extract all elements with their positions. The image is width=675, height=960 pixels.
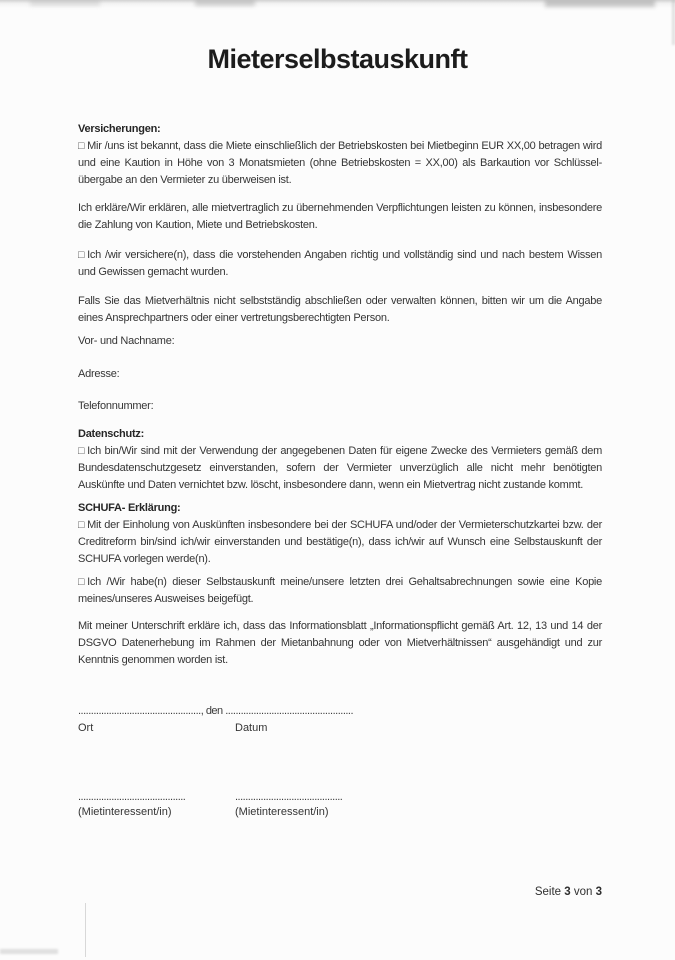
paragraph-datenschutz (78, 443, 602, 495)
checkbox-icon: □ (78, 248, 85, 261)
date-signature-line: .................................................. (225, 705, 354, 717)
footer-seite-label: Seite (534, 886, 565, 898)
scan-line-artifact (85, 903, 86, 957)
signature-line-2: .......................................... (235, 791, 343, 803)
paragraph-text: Mit meiner Unterschrift erkläre ich, dass das Informationsblatt „Informationspflicht gemäß Art. 12, 13 und 14 der DSGVO Datenerhebung im Rahmen der Mietanbahnung oder von Mietverhältnissen“ ausgehändigt und zur Kenntnis genommen worden ist. (78, 620, 602, 667)
checkbox-icon: □ (78, 518, 85, 531)
paragraph-text: Ich /wir versichere(n), dass die vorstehenden Angaben richtig und vollständig sind und nach bestem Wissen und Gewissen gemacht wurden. (78, 249, 602, 279)
paragraph-text: Mit der Einholung von Auskünften insbesondere bei der SCHUFA und/oder der Vermieterschutzkartei bzw. der Creditreform bin/sind ich/wir einverstanden und bestätige(n), dass ich/wir auf Wunsch eine Selbstauskunft der SCHUFA vorlegen werde(n). (78, 519, 602, 566)
checkbox-icon: □ (78, 139, 85, 152)
paragraph-verpflichtungen (78, 200, 602, 234)
section-heading-versicherungen: Versicherungen: (78, 123, 161, 135)
page-footer (78, 886, 602, 898)
checkbox-icon: □ (78, 444, 85, 457)
footer-page-number: 3 (564, 886, 571, 898)
paragraph-miete-kaution (78, 138, 602, 190)
scan-smudge-artifact (0, 949, 58, 954)
datum-label: Datum (235, 722, 268, 734)
signer-label-1: (Mietinteressent/in) (78, 806, 172, 818)
paragraph-text: Ich bin/Wir sind mit der Verwendung der angegebenen Daten für eigene Zwecke des Vermieters gemäß dem Bundesdatenschutzgesetz einverstanden, sofern der Vermieter unverzüglich alle nicht mehr benötigten Auskünfte und Daten vernichtet bzw. löscht, insbesondere dann, wenn ein Mietvertrag nicht zustande kommt. (78, 445, 602, 492)
paragraph-richtigkeit (78, 247, 602, 281)
paragraph-text: Mir /uns ist bekannt, dass die Miete einschließlich der Betriebskosten bei Mietbeginn EUR XX,00 betragen wird und eine Kaution in Höhe von 3 Monatsmieten (ohne Betriebskosten = XX,00) als Barkaution vor Schlüssel-übergabe an den Vermieter zu überweisen ist. (78, 140, 602, 187)
paragraph-schufa-einholung (78, 517, 602, 569)
paragraph-text: Ich erkläre/Wir erklären, alle mietvertraglich zu übernehmenden Verpflichtungen leisten zu können, insbesondere die Zahlung von Kaution, Miete und Betriebskosten. (78, 202, 602, 232)
ort-label: Ort (78, 722, 94, 734)
den-label: , den (200, 705, 226, 717)
signer-label-2: (Mietinteressent/in) (235, 806, 329, 818)
section-heading-datenschutz: Datenschutz: (78, 428, 145, 440)
checkbox-icon: □ (78, 575, 85, 588)
scan-streak-artifact (195, 0, 255, 6)
place-date-line (78, 705, 602, 717)
paragraph-ansprechpartner (78, 293, 602, 327)
page-title: Mieterselbstauskunft (207, 44, 468, 74)
footer-total-pages: 3 (595, 886, 602, 898)
signature-lines (78, 791, 602, 805)
field-label-phone: Telefonnummer: (78, 400, 154, 412)
field-label-address: Adresse: (78, 368, 120, 380)
paragraph-schufa-unterlagen (78, 574, 602, 608)
place-date-labels (78, 722, 602, 738)
scan-streak-artifact (545, 0, 655, 7)
paragraph-text: Falls Sie das Mietverhältnis nicht selbstständig abschließen oder verwalten können, bitten wir um die Angabe eines Ansprechpartners oder einer vertretungsberechtigten Person. (78, 295, 602, 325)
footer-von-label: von (570, 886, 596, 898)
field-label-name: Vor- und Nachname: (78, 335, 175, 347)
paragraph-text: Ich /Wir habe(n) dieser Selbstauskunft meine/unsere letzten drei Gehaltsabrechnungen sowie eine Kopie meines/unseres Ausweises beigefügt. (78, 576, 602, 606)
paragraph-dsgvo (78, 618, 602, 670)
scan-streak-artifact (30, 0, 100, 6)
signature-line-1: .......................................... (78, 791, 186, 803)
signature-labels (78, 806, 602, 822)
section-heading-schufa: SCHUFA- Erklärung: (78, 502, 181, 514)
place-signature-line: ................................................ (78, 705, 201, 717)
